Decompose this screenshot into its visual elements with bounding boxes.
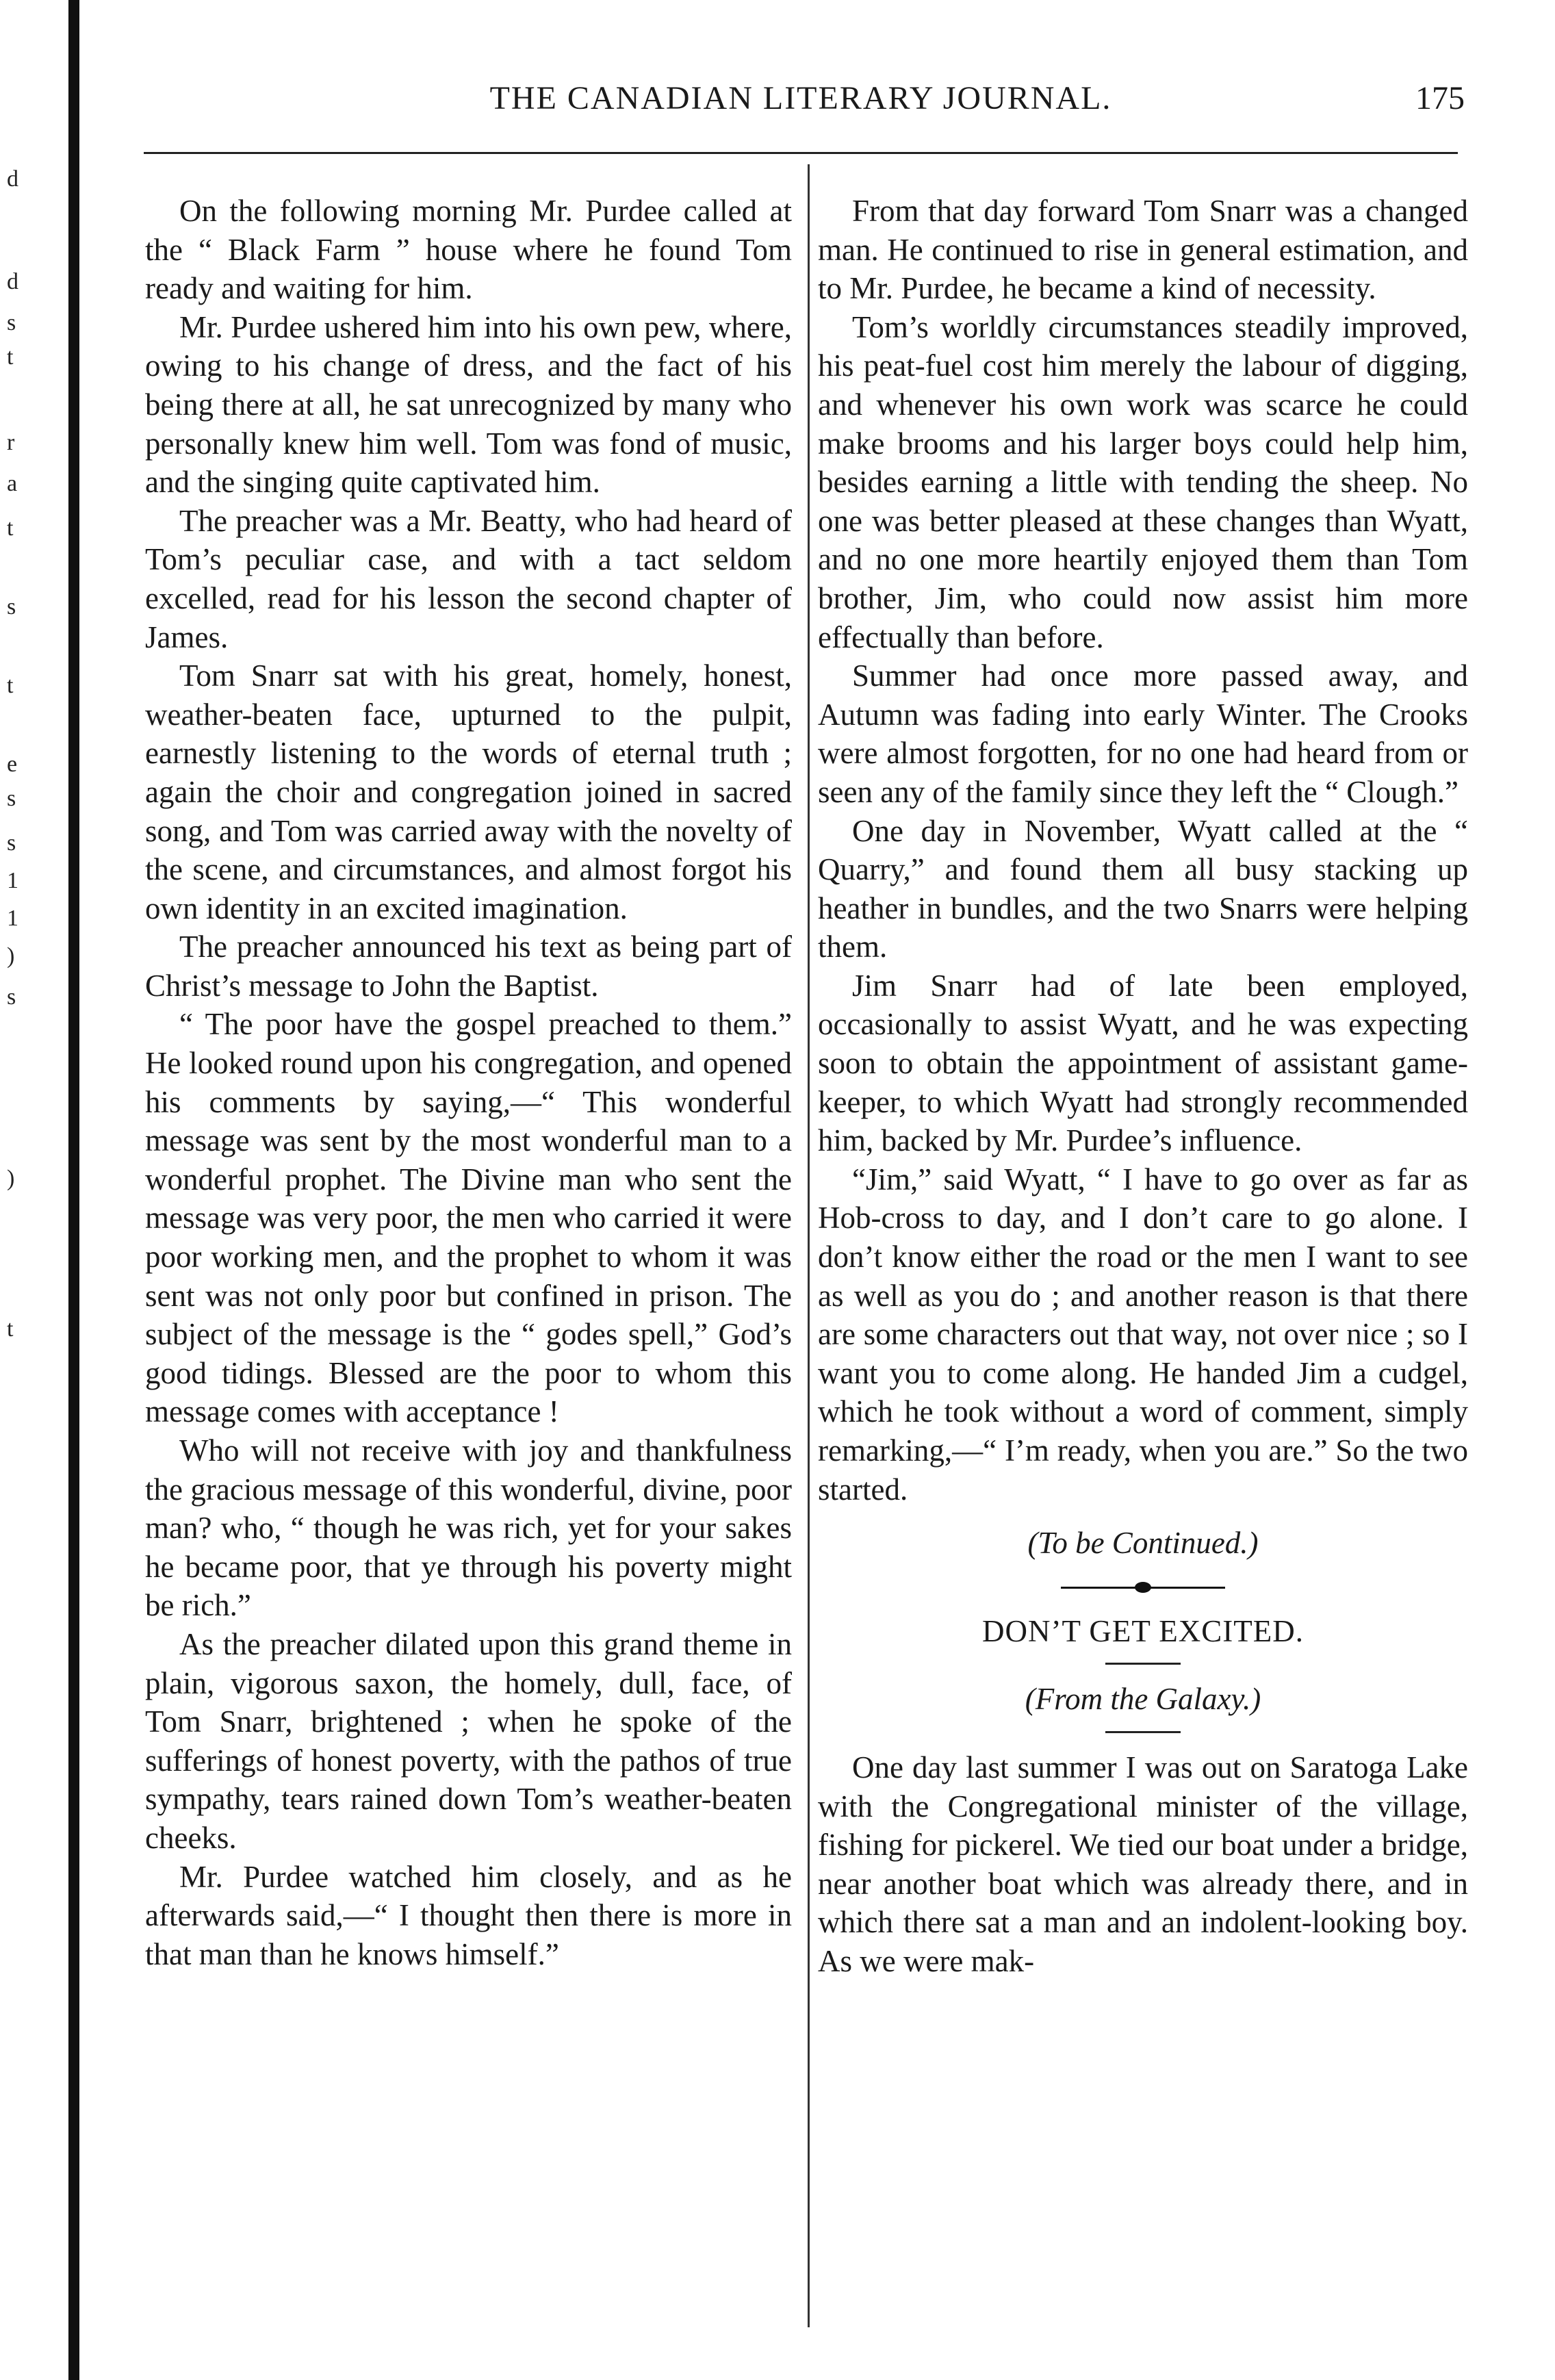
margin-fragment: s [7,984,16,1010]
paragraph: “Jim,” said Wyatt, “ I have to go over as far as Hob-cross to day, and I don’t care to go alone. I don’t know either the road or the men I want to see as well as you do ; and another reason is that there are some characters out that way, not over nice ; so I want you to come along. He handed Jim a cudgel, which he took without a word of comment, simply remarking,—“ I’m ready, when you are.” So the two started. [818,1162,1468,1507]
margin-fragment: s [7,786,16,811]
page-number: 175 [1415,80,1465,116]
margin-fragment: t [7,673,14,698]
paragraph: On the following morning Mr. Purdee called at the “ Black Farm ” house where he found Tom ready and waiting for him. [145,194,792,306]
paragraph: “ The poor have the gospel preached to them.” He looked round upon his congregation, and opened his comments by saying,—“ This wonderful message was sent by the most wonderful man to a wonderful prophet. The Divine man who sent the message was very poor, the men who carried it were poor working men, and the prophet to whom it was sent was not only poor but confined in prison. The subject of the message is the “ godes spell,” God’s good tidings. Blessed are the poor to whom this message comes with acceptance ! [145,1007,792,1429]
left-column [145,192,792,1973]
paragraph: As the preacher dilated upon this grand theme in plain, vigorous saxon, the homely, dull, face, of Tom Snarr, brightened ; when he spoke of the sufferings of honest poverty, with the pathos of true sympathy, tears rained down Tom’s weather-beaten cheeks. [145,1626,792,1855]
margin-fragment: 1 [7,868,18,893]
margin-fragment: e [7,752,18,777]
margin-fragments [0,0,41,2380]
paragraph: The preacher announced his text as being part of Christ’s message to John the Baptist. [145,930,792,1003]
margin-fragment: a [7,471,18,496]
margin-fragment: ) [7,943,15,969]
journal-title: THE CANADIAN LITERARY JOURNAL. [489,80,1112,116]
paragraph: One day last summer I was out on Saratoga Lake with the Congregational minister of the village, fishing for pickerel. We tied our boat under a bridge, near another boat which was already there, and in which there sat a man and an indolent-looking boy. As we were mak- [818,1750,1468,1978]
margin-fragment: d [7,166,18,192]
margin-fragment: s [7,594,16,619]
paragraph: Mr. Purdee watched him closely, and as he afterwards said,—“ I thought then there is more in that man than he knows himself.” [145,1859,792,1971]
margin-fragment: s [7,310,16,335]
paragraph: Tom Snarr sat with his great, homely, honest, weather-beaten face, upturned to the pulpit, earnestly listening to the words of eternal truth ; again the choir and congregation joined in sacred song, and Tom was carried away with the novelty of the scene, and circumstances, and almost forgot his own identity in an excited imagination. [145,658,792,925]
right-column [818,192,1468,1981]
article-title: DON’T GET EXCITED. [981,1613,1305,1648]
paragraph: Summer had once more passed away, and Autumn was fading into early Winter. The Crooks were almost forgotten, for no one had heard from or seen any of the family since they left the “ Clough.” [818,658,1468,809]
margin-fragment: d [7,269,18,294]
source-rule [1105,1731,1181,1733]
paragraph: One day in November, Wyatt called at the “ Quarry,” and found them all busy stacking up heather in bundles, and the two Snarrs were helping them. [818,813,1468,964]
paragraph: Jim Snarr had of late been employed, occasionally to assist Wyatt, and he was expecting soon to obtain the appointment of assistant game-keeper, to which Wyatt had strongly recommended him, backed by Mr. Purdee’s influence. [818,968,1468,1158]
running-header [137,68,1465,123]
margin-fragment: s [7,830,16,856]
margin-fragment: t [7,515,14,541]
title-rule [1105,1663,1181,1665]
paragraph: From that day forward Tom Snarr was a changed man. He continued to rise in general estimation, and to Mr. Purdee, he became a kind of necessity. [818,194,1468,306]
margin-fragment: 1 [7,906,18,931]
to-be-continued-note: (To be Continued.) [1027,1526,1259,1561]
article-source: (From the Galaxy.) [1025,1682,1261,1717]
header-rule [144,152,1458,154]
paragraph: Tom’s worldly circumstances steadily improved, his peat-fuel cost him merely the labour of digging, and whenever his own work was scarce he could make brooms and his larger boys could help him, besides earning a little with tending the sheep. No one was better pleased at these changes than Wyatt, and no one more heartily enjoyed them than Tom brother, Jim, who could now assist him more effectually than before. [818,309,1468,654]
column-divider [808,164,810,2327]
paragraph: Who will not receive with joy and thankfulness the gracious message of this wonderful, divine, poor man? who, “ though he was rich, yet for your sakes he became poor, that ye through his poverty might be rich.” [145,1433,792,1623]
paragraph: Mr. Purdee ushered him into his own pew, where, owing to his change of dress, and the fact of his being there at all, he sat unrecognized by many who personally knew him well. Tom was fond of music, and the singing quite captivated him. [145,309,792,500]
margin-fragment: ) [7,1166,15,1191]
paragraph: The preacher was a Mr. Beatty, who had heard of Tom’s peculiar case, and with a tact seldom excelled, read for his lesson the second chapter of James. [145,503,792,654]
margin-fragment: r [7,430,15,455]
margin-fragment: t [7,1316,14,1342]
margin-fragment: t [7,344,14,370]
section-ornament [1061,1581,1225,1594]
binding-edge [68,0,79,2380]
